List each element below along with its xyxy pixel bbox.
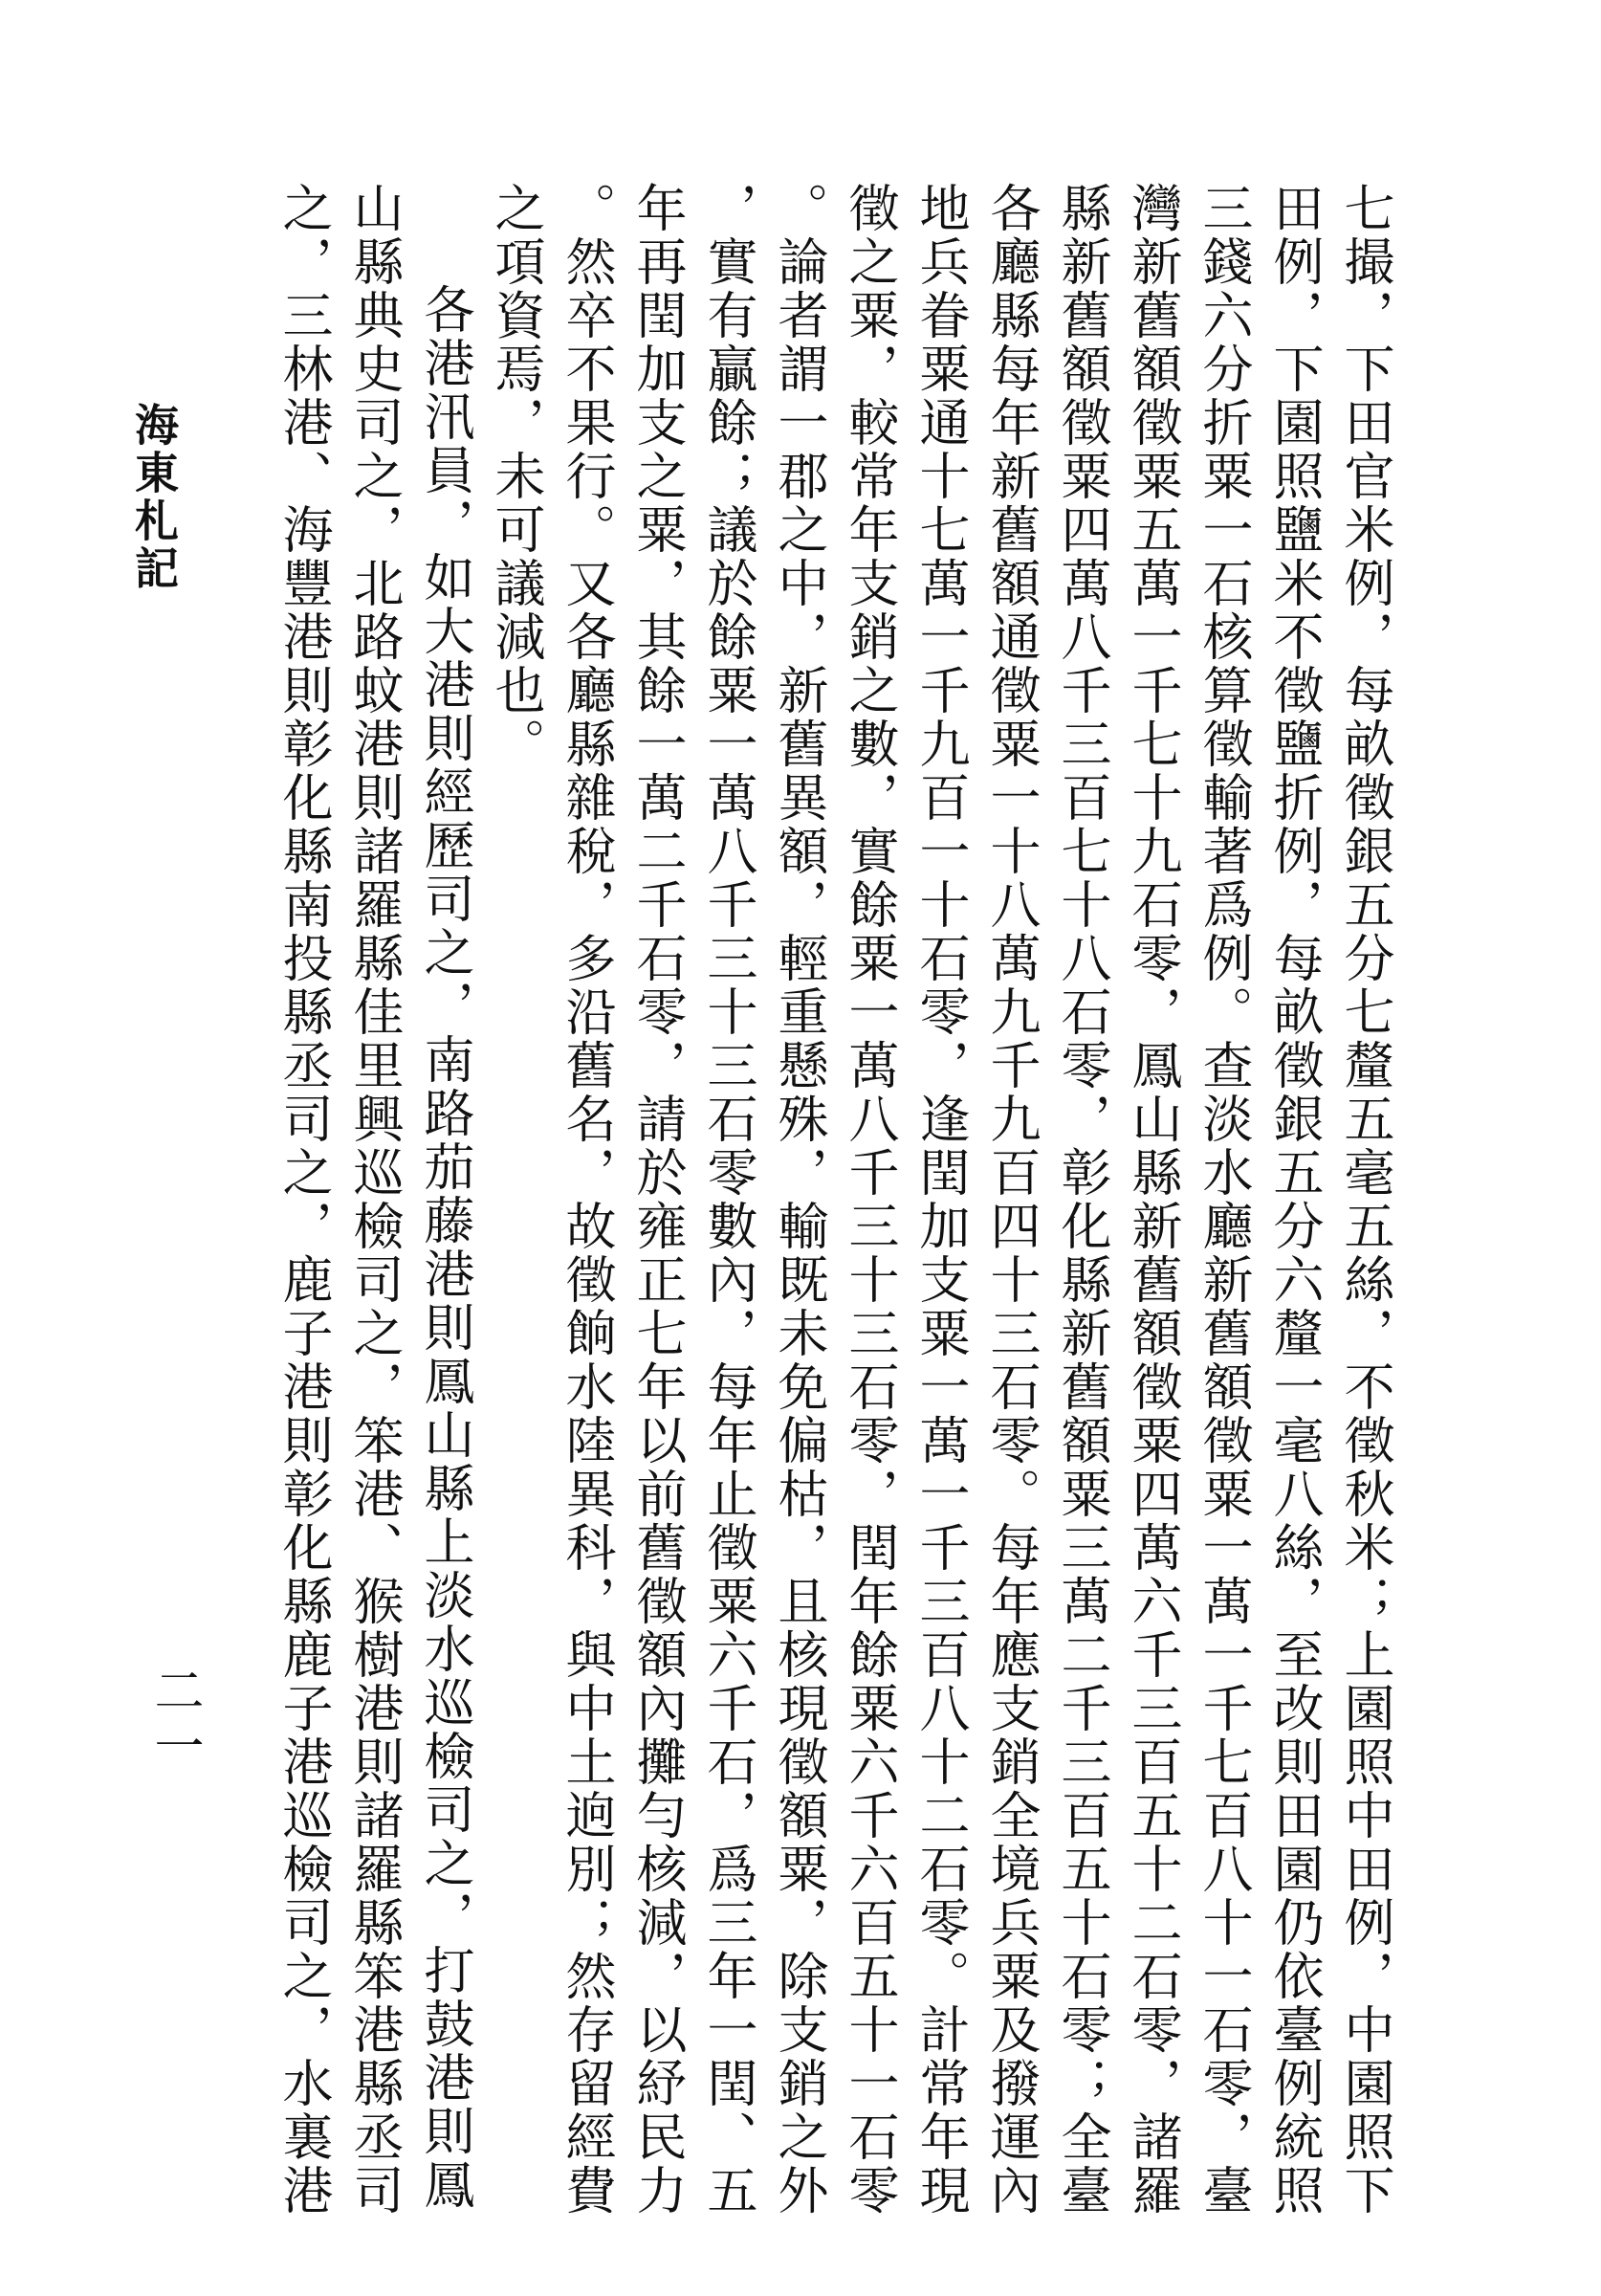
text-column: 。論者謂一郡之中，新舊異額，輕重懸殊，輸既未免偏枯，且核現徵額粟，除支銷之外: [770, 182, 828, 2218]
text-column: 田例，下園照鹽米不徵鹽折例，每畝徵銀五分六釐一毫八絲，至改則田園仍依臺例統照: [1265, 182, 1324, 2218]
running-title: 海東札記: [128, 402, 180, 593]
text-column: 之項資焉，未可議減也。: [487, 182, 545, 771]
text-column: 年再閏加支之粟，其餘一萬二千石零，請於雍正七年以前舊徵額內攤勻核減，以紓民力: [628, 182, 687, 2218]
text-column: 三錢六分折粟一石核算徵輸著爲例。查淡水廳新舊額徵粟一萬一千七百八十一石零，臺: [1195, 182, 1253, 2218]
text-column: 灣新舊額徵粟五萬一千七十九石零，鳳山縣新舊額徵粟四萬六千三百五十二石零，諸羅: [1124, 182, 1182, 2218]
text-column: ，實有贏餘；議於餘粟一萬八千三十三石零數內，每年止徵粟六千石，爲三年一閏、五: [699, 182, 757, 2218]
text-column: 地兵眷粟通十七萬一千九百一十石零，逢閏加支粟一萬一千三百八十二石零。計常年現: [911, 182, 970, 2218]
main-text-block: [268, 182, 1400, 2218]
text-column: 。然卒不果行。又各廳縣雜稅，多沿舊名，故徵餉水陸異科，與中土逈別；然存留經費: [558, 182, 616, 2218]
text-column: 山縣典史司之，北路蚊港則諸羅縣佳里興巡檢司之，笨港、猴樹港則諸羅縣笨港縣丞司: [345, 182, 404, 2218]
text-column: 七撮，下田官米例，每畝徵銀五分七釐五毫五絲，不徵秋米；上園照中田例，中園照下: [1336, 182, 1394, 2218]
text-column: 徵之粟，較常年支銷之數，實餘粟一萬八千三十三石零，閏年餘粟六千六百五十一石零: [841, 182, 899, 2218]
text-column: 縣新舊額徵粟四萬八千三百七十八石零，彰化縣新舊額粟三萬二千三百五十石零；全臺: [1053, 182, 1111, 2218]
text-column: 之，三林港、海豐港則彰化縣南投縣丞司之，鹿子港則彰化縣鹿子港巡檢司之，水裏港: [274, 182, 333, 2218]
page-number: 二一: [145, 1665, 203, 1776]
text-column-paragraph-start: 各港汛員，如大港則經歷司之，南路茄藤港則鳳山縣上淡水巡檢司之，打鼓港則鳳: [416, 283, 474, 2212]
text-column: 各廳縣每年新舊額通徵粟一十八萬九千九百四十三石零。每年應支銷全境兵粟及撥運內: [982, 182, 1041, 2218]
